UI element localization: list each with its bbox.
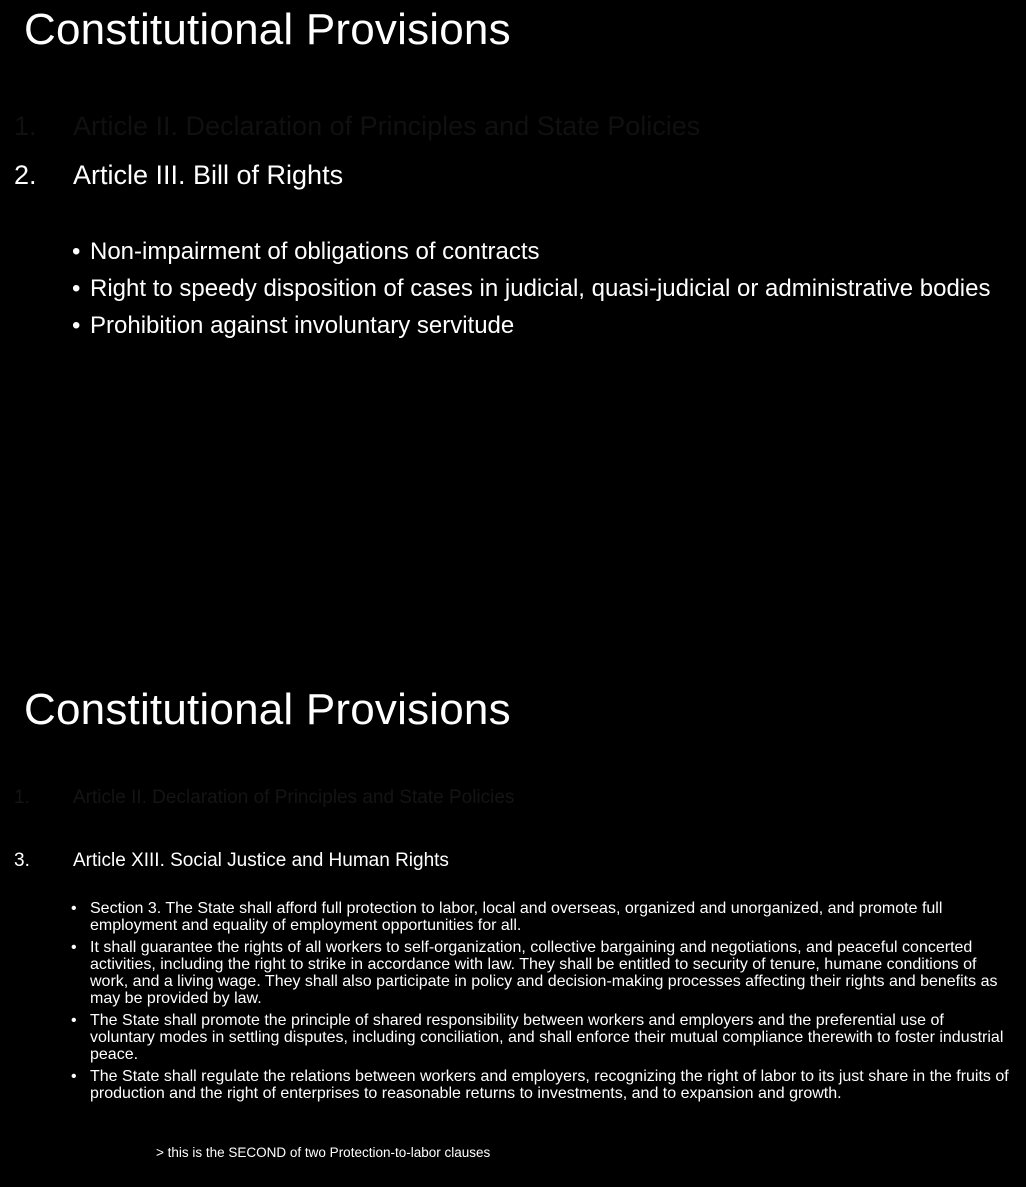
list-item xyxy=(71,900,1010,934)
slide-title: Constitutional Provisions xyxy=(24,685,511,734)
item-number: 1. xyxy=(14,111,37,141)
item-number: 2. xyxy=(14,160,37,190)
bullet-text: Right to speedy disposition of cases in judicial, quasi-judicial or administrative bodies xyxy=(90,275,991,302)
bullet-text: Prohibition against involuntary servitude xyxy=(90,312,515,339)
item-label: Article XIII. Social Justice and Human Rights xyxy=(73,850,449,871)
bullet-icon: • xyxy=(72,275,81,302)
list-item xyxy=(71,1068,1010,1102)
bullet-text: Non-impairment of obligations of contracts xyxy=(90,238,540,265)
bullet-icon: • xyxy=(71,900,77,917)
bullet-icon: • xyxy=(71,1012,77,1029)
list-item xyxy=(71,939,1010,1007)
bullet-text: The State shall regulate the relations between workers and employers, recognizing the right of labor to its just share in the fruits of production and the right of enterprises to reasonable returns to investments, and to expansion and growth. xyxy=(90,1068,1009,1102)
slide-title: Constitutional Provisions xyxy=(24,5,511,54)
item-label: Article II. Declaration of Principles and State Policies xyxy=(73,787,515,808)
item-number: 1. xyxy=(14,787,30,808)
bullet-list xyxy=(72,236,1015,347)
list-item xyxy=(72,310,1015,341)
item-number: 3. xyxy=(14,850,30,871)
bullet-text: Section 3. The State shall afford full protection to labor, local and overseas, organized and unorganized, and promote full employment and equality of employment opportunities for all. xyxy=(90,900,943,934)
list-item xyxy=(72,236,1015,267)
bullet-icon: • xyxy=(71,939,77,956)
list-item xyxy=(72,273,1015,304)
item-label: Article III. Bill of Rights xyxy=(73,160,344,190)
numbered-item-dimmed xyxy=(14,110,700,142)
slide-2 xyxy=(0,680,1026,1187)
numbered-item-active xyxy=(14,849,449,873)
item-label: Article II. Declaration of Principles and State Policies xyxy=(73,111,701,141)
bullet-icon: • xyxy=(72,312,81,339)
bullet-text: It shall guarantee the rights of all workers to self-organization, collective bargaining and negotiations, and peaceful concerted activities, including the right to strike in accordance with law. They shall be entitled to security of tenure, humane conditions of work, and a living wage. They shall also participate in policy and decision-making processes affecting their rights and benefits as may be provided by law. xyxy=(90,939,998,1007)
bullet-icon: • xyxy=(71,1068,77,1085)
numbered-item-active xyxy=(14,159,343,191)
numbered-item-dimmed xyxy=(14,786,514,810)
bullet-text: The State shall promote the principle of shared responsibility between workers and employers and the preferential use of voluntary modes in settling disputes, including conciliation, and shall enforce their mutual compliance therewith to foster industrial peace. xyxy=(90,1012,1004,1063)
footnote: > this is the SECOND of two Protection-to-labor clauses xyxy=(156,1145,491,1160)
bullet-list xyxy=(71,900,1010,1107)
list-item xyxy=(71,1012,1010,1063)
bullet-icon: • xyxy=(72,238,81,265)
